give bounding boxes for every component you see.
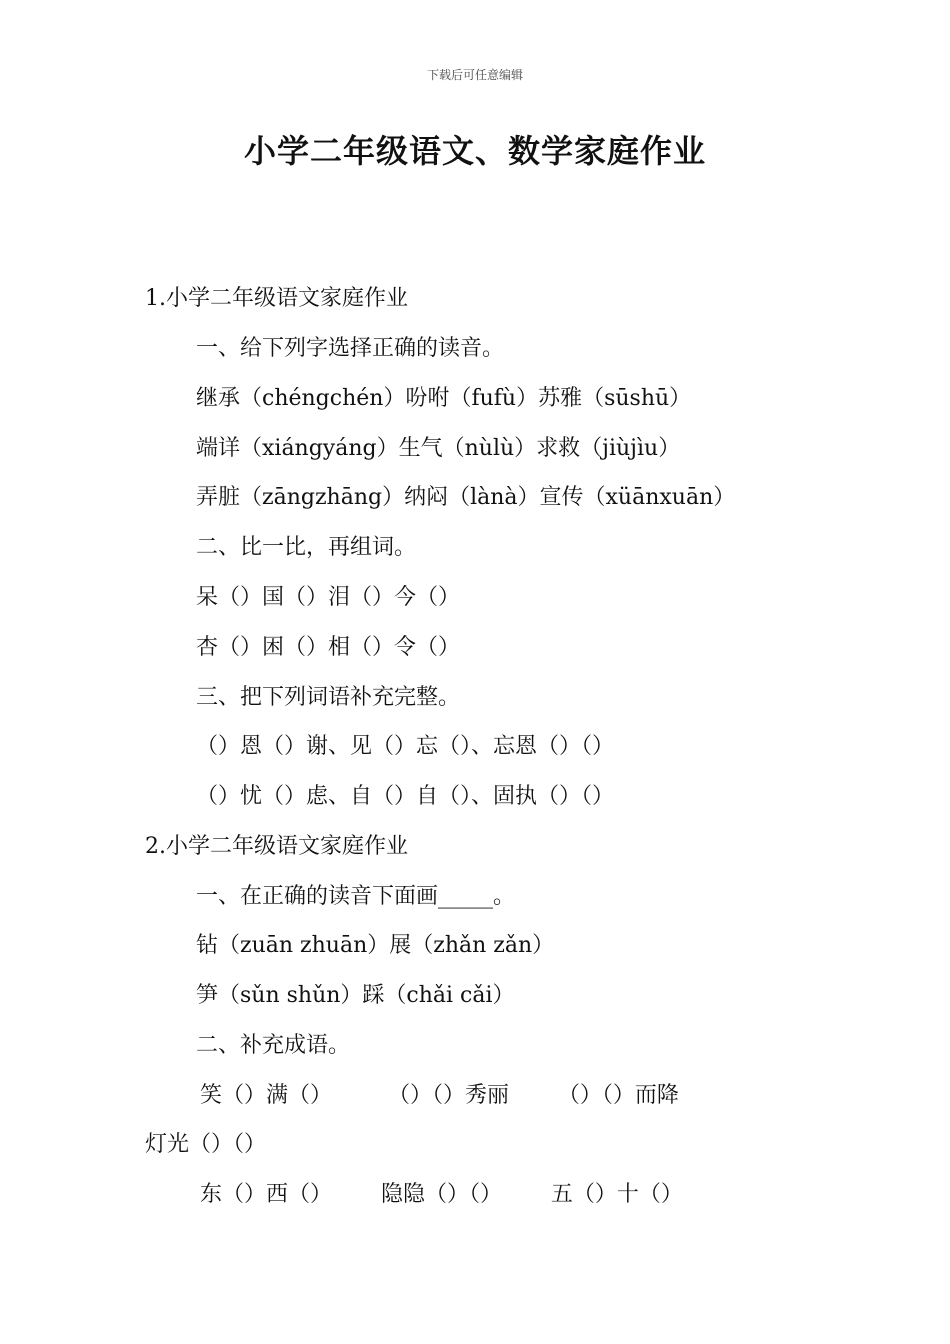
exercise-line: 笑（）满（） （）（）秀丽 （）（）而降 [200, 1083, 679, 1108]
question-heading: 三、把下列词语补充完整。 [196, 685, 461, 710]
section-heading-2: 2.小学二年级语文家庭作业 [145, 834, 408, 859]
exercise-line: 端详（xiángyáng）生气（nùlù）求救（jiùjìu） [196, 436, 681, 461]
exercise-line: 笋（sǔn shǔn）踩（chǎi cǎi） [196, 983, 515, 1008]
question-heading: 二、补充成语。 [196, 1033, 351, 1058]
exercise-line: （）恩（）谢、见（）忘（）、忘恩（）（） [196, 734, 615, 759]
question-heading: 一、给下列字选择正确的读音。 [196, 336, 505, 361]
exercise-line: （）忧（）虑、自（）自（）、固执（）（） [196, 784, 615, 809]
exercise-line: 杏（）困（）相（）令（） [196, 635, 461, 660]
section-heading-1: 1.小学二年级语文家庭作业 [145, 286, 408, 311]
exercise-line: 呆（）国（）泪（）今（） [196, 585, 461, 610]
exercise-line: 弄脏（zāngzhāng）纳闷（lànà）宣传（xüānxuān） [196, 485, 736, 510]
page-header-note: 下载后可任意编辑 [426, 68, 523, 82]
question-heading: 一、在正确的读音下面画_____。 [196, 884, 516, 909]
document-title: 小学二年级语文、数学家庭作业 [243, 132, 706, 170]
exercise-line: 钻（zuān zhuān）展（zhǎn zǎn） [196, 933, 555, 958]
exercise-line: 灯光（）（） [145, 1132, 267, 1157]
exercise-line: 继承（chéngchén）吩咐（fufù）苏雅（sūshū） [196, 386, 692, 411]
exercise-line: 东（）西（） 隐隐（）（） 五（）十（） [200, 1182, 683, 1207]
question-heading: 二、比一比，再组词。 [196, 535, 417, 560]
